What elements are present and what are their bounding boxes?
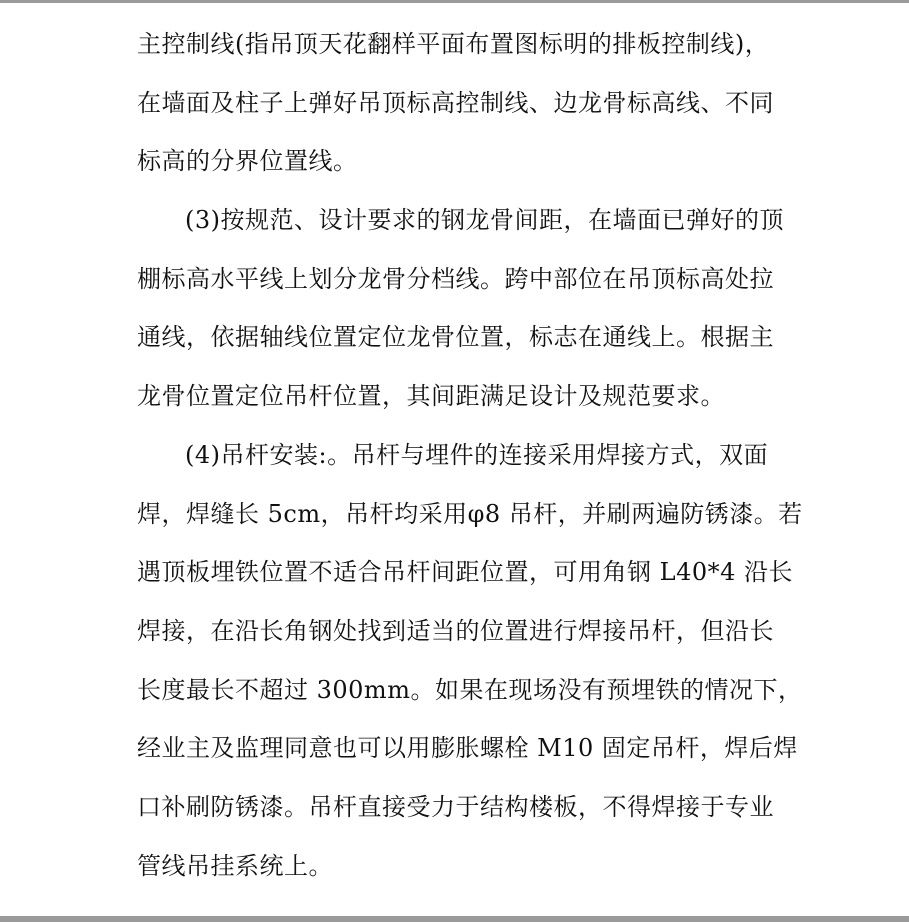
text-line: 长度最长不超过 300mm。如果在现场没有预埋铁的情况下，	[137, 675, 803, 704]
paragraph-3-start: (3)按规范、设计要求的钢龙骨间距，在墙面已弹好的顶	[185, 206, 784, 235]
text-line: 焊，焊缝长 5cm，吊杆均采用φ8 吊杆，并刷两遍防锈漆。若	[137, 499, 803, 528]
text-line: 龙骨位置定位吊杆位置，其间距满足设计及规范要求。	[137, 382, 725, 411]
top-divider	[0, 0, 909, 3]
text-line: 经业主及监理同意也可以用膨胀螺栓 M10 固定吊杆，焊后焊	[137, 734, 798, 763]
text-line: 标高的分界位置线。	[137, 147, 358, 176]
text-line: 棚标高水平线上划分龙骨分档线。跨中部位在吊顶标高处拉	[137, 264, 774, 293]
body-text	[137, 20, 803, 900]
text-line: 主控制线(指吊顶天花翻样平面布置图标明的排板控制线)，	[137, 30, 770, 58]
text-line: 焊接，在沿长角钢处找到适当的位置进行焊接吊杆，但沿长	[137, 616, 774, 645]
bottom-divider	[0, 916, 909, 922]
text-line: 在墙面及柱子上弹好吊顶标高控制线、边龙骨标高线、不同	[137, 88, 774, 117]
text-line: 通线，依据轴线位置定位龙骨位置，标志在通线上。根据主	[137, 323, 774, 352]
text-line: 口补刷防锈漆。吊杆直接受力于结构楼板，不得焊接于专业	[137, 792, 774, 821]
paragraph-4-start: (4)吊杆安装:。吊杆与埋件的连接采用焊接方式，双面	[185, 440, 769, 469]
text-line: 管线吊挂系统上。	[137, 851, 333, 880]
text-line: 遇顶板埋铁位置不适合吊杆间距位置，可用角钢 L40*4 沿长	[137, 558, 794, 587]
